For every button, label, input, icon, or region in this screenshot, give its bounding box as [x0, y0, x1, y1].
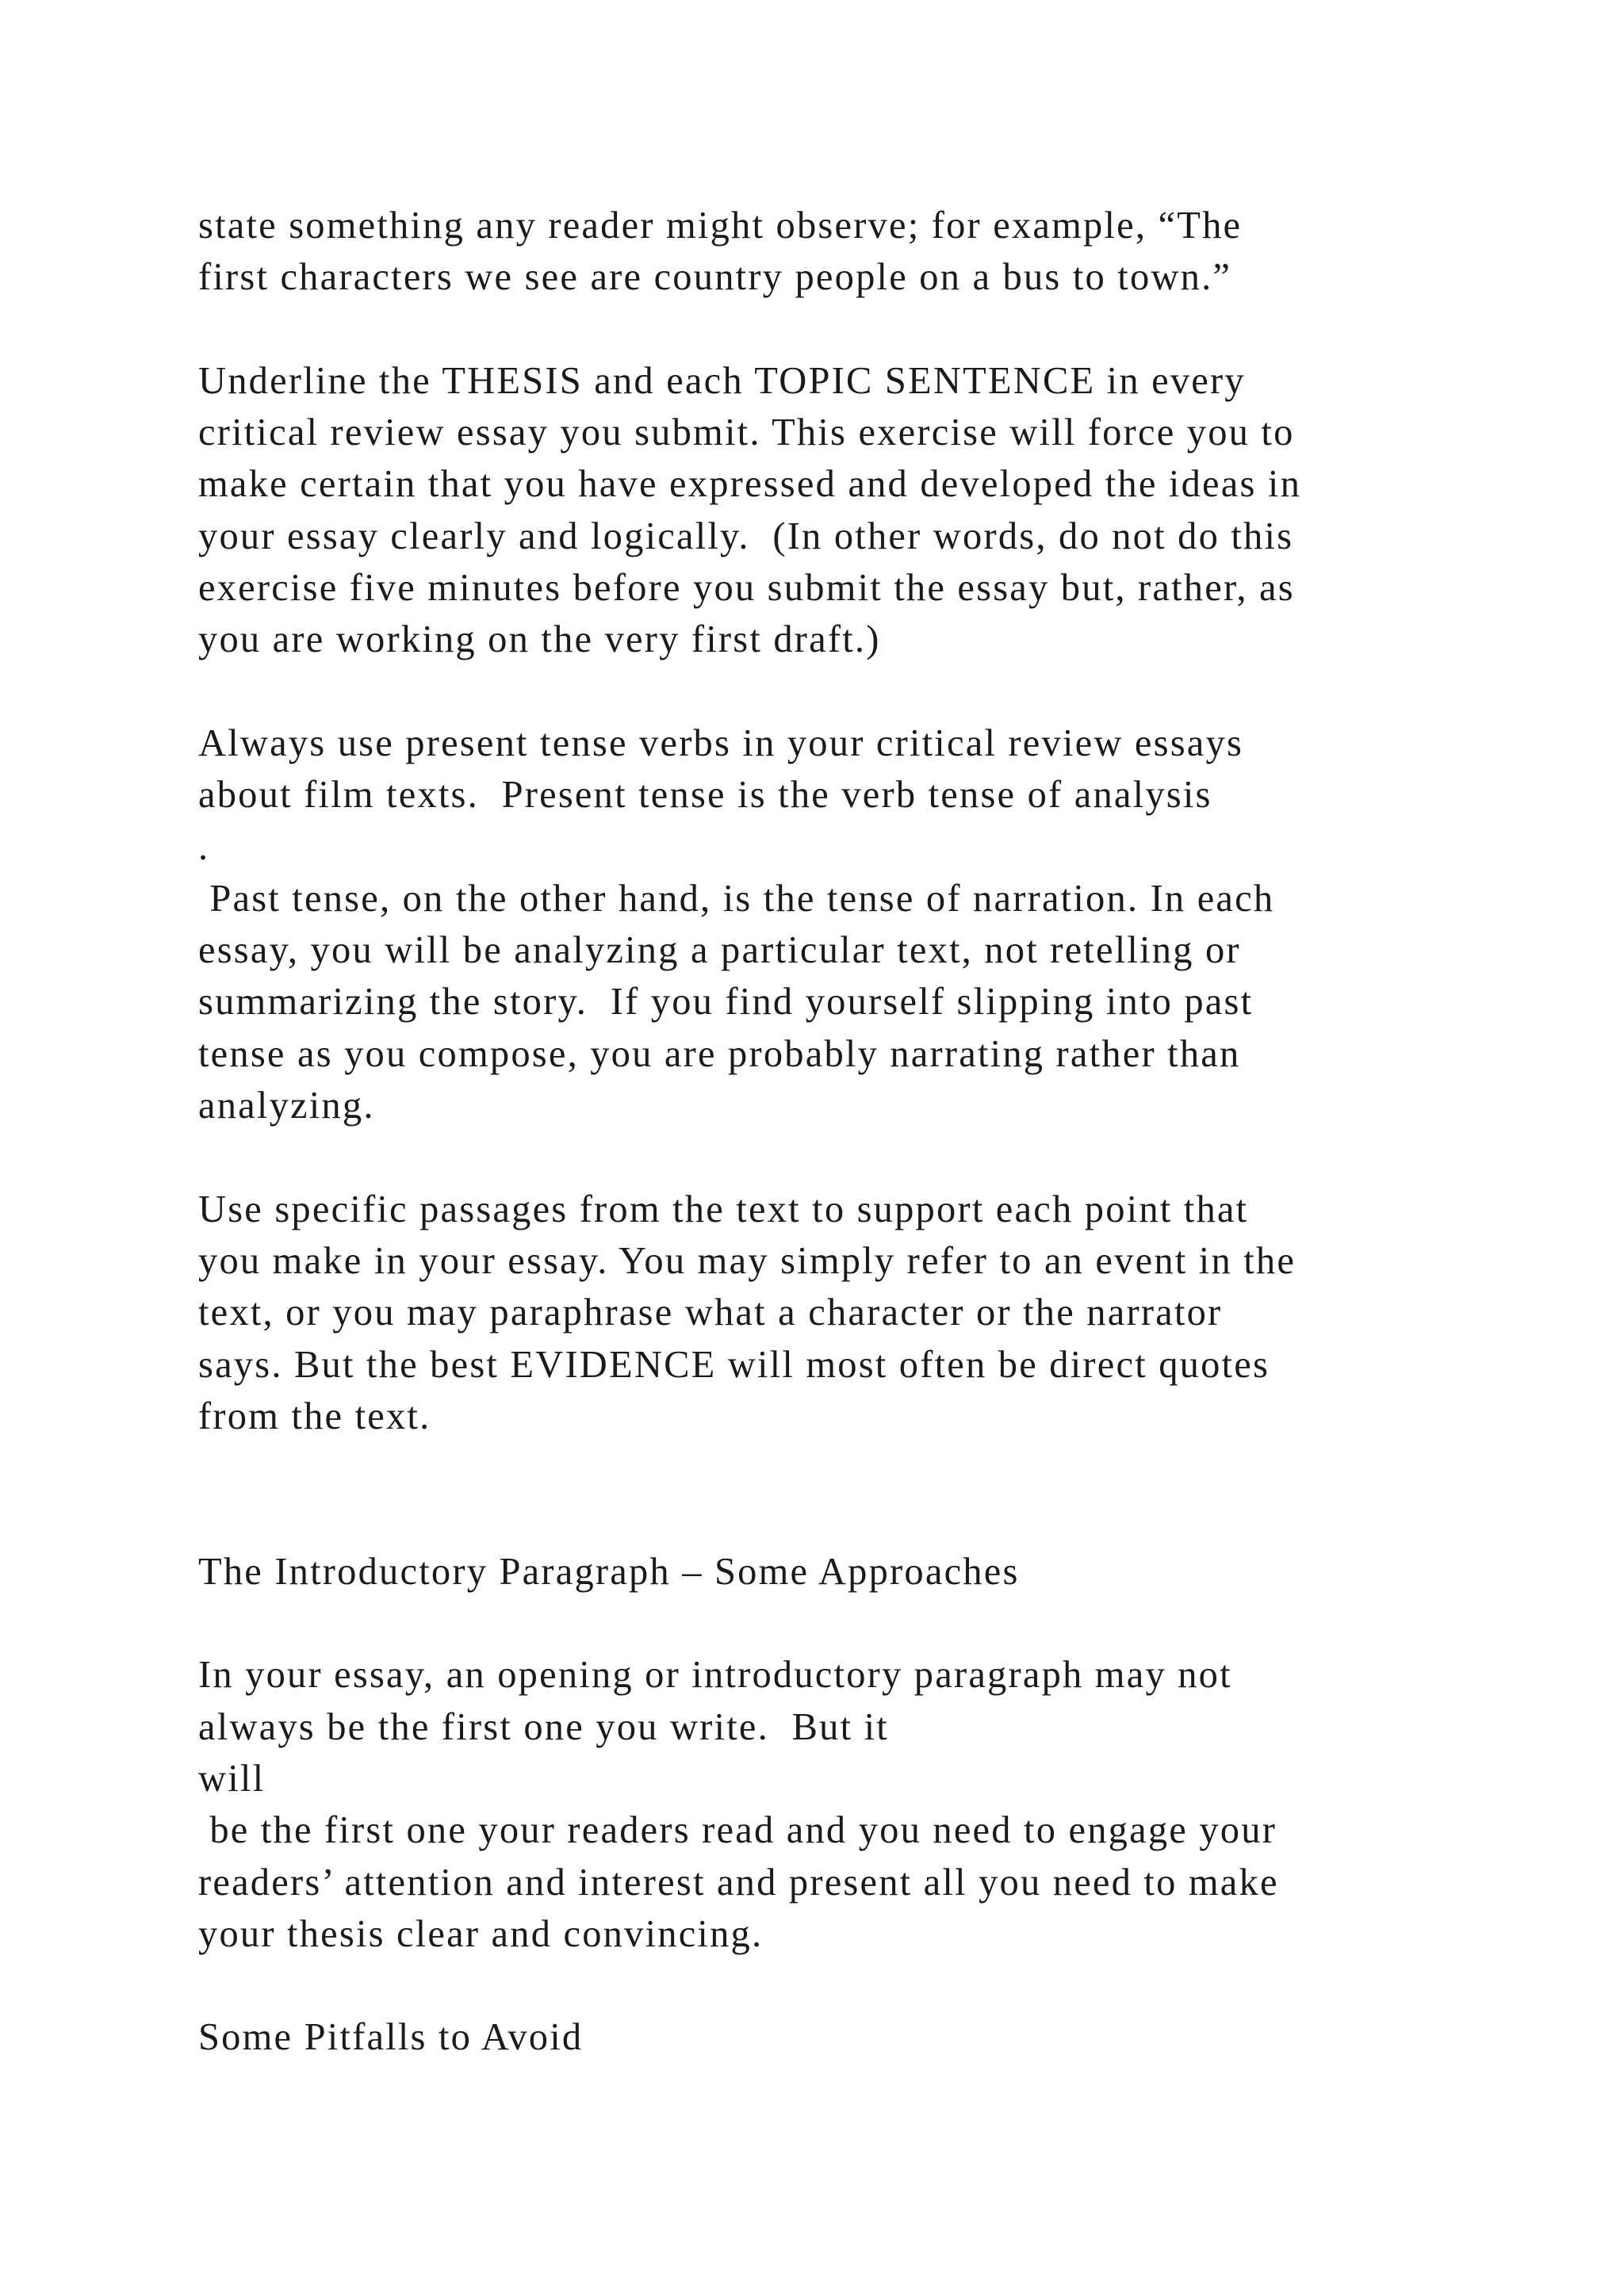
text-line: exercise five minutes before you submit the essay but, rather, as — [198, 567, 1295, 610]
text-line: state something any reader might observe; for example, “The — [198, 205, 1243, 247]
section-gap — [198, 1442, 1507, 1546]
text-line: text, or you may paraphrase what a character or the narrator — [198, 1292, 1223, 1334]
document-body — [198, 200, 1507, 2064]
paragraph-specific-passages — [198, 1184, 1507, 1442]
text-line: make certain that you have expressed and developed the ideas in — [198, 463, 1302, 506]
text-line: be the first one your readers read and you need to engage your — [198, 1809, 1277, 1852]
text-line: you are working on the very first draft.) — [198, 618, 881, 661]
text-line: your essay clearly and logically. (In other words, do not do this — [198, 515, 1294, 557]
text-line: always be the first one you write. But it — [198, 1705, 889, 1748]
paragraph-gap — [198, 666, 1507, 718]
text-line: critical review essay you submit. This exercise will force you to — [198, 411, 1295, 454]
paragraph-underline-thesis — [198, 355, 1507, 666]
text-line: you make in your essay. You may simply refer to an event in the — [198, 1239, 1297, 1282]
text-line: your thesis clear and convincing. — [198, 1912, 764, 1955]
text-line: says. But the best EVIDENCE will most often be direct quotes — [198, 1343, 1270, 1386]
text-line: Always use present tense verbs in your critical review essays — [198, 721, 1244, 764]
text-line: summarizing the story. If you find yourself slipping into past — [198, 981, 1254, 1024]
text-line: will — [198, 1757, 266, 1800]
paragraph-gap — [198, 1598, 1507, 1649]
text-line: In your essay, an opening or introductory paragraph may not — [198, 1654, 1232, 1697]
paragraph-example-continuation — [198, 200, 1507, 304]
text-line: . — [198, 825, 210, 868]
paragraph-present-tense — [198, 718, 1507, 1131]
paragraph-gap — [198, 1960, 1507, 2011]
text-line: analyzing. — [198, 1085, 375, 1127]
text-line: first characters we see are country people on a bus to town.” — [198, 256, 1232, 299]
text-line: tense as you compose, you are probably narrating rather than — [198, 1032, 1241, 1075]
text-line: about film texts. Present tense is the verb tense of analysis — [198, 774, 1212, 817]
section-heading-pitfalls: Some Pitfalls to Avoid — [198, 2016, 584, 2059]
text-line: essay, you will be analyzing a particular text, not retelling or — [198, 929, 1241, 972]
text-line: readers’ attention and interest and present all you need to make — [198, 1861, 1279, 1904]
section-heading-introductory-paragraph: The Introductory Paragraph – Some Approaches — [198, 1550, 1020, 1593]
paragraph-gap — [198, 1131, 1507, 1183]
text-line: from the text. — [198, 1395, 431, 1437]
paragraph-gap — [198, 304, 1507, 355]
text-line: Underline the THESIS and each TOPIC SENTENCE in every — [198, 359, 1246, 402]
text-line: Use specific passages from the text to support each point that — [198, 1188, 1249, 1230]
text-line: Past tense, on the other hand, is the tense of narration. In each — [198, 877, 1275, 920]
paragraph-opening — [198, 1649, 1507, 1960]
